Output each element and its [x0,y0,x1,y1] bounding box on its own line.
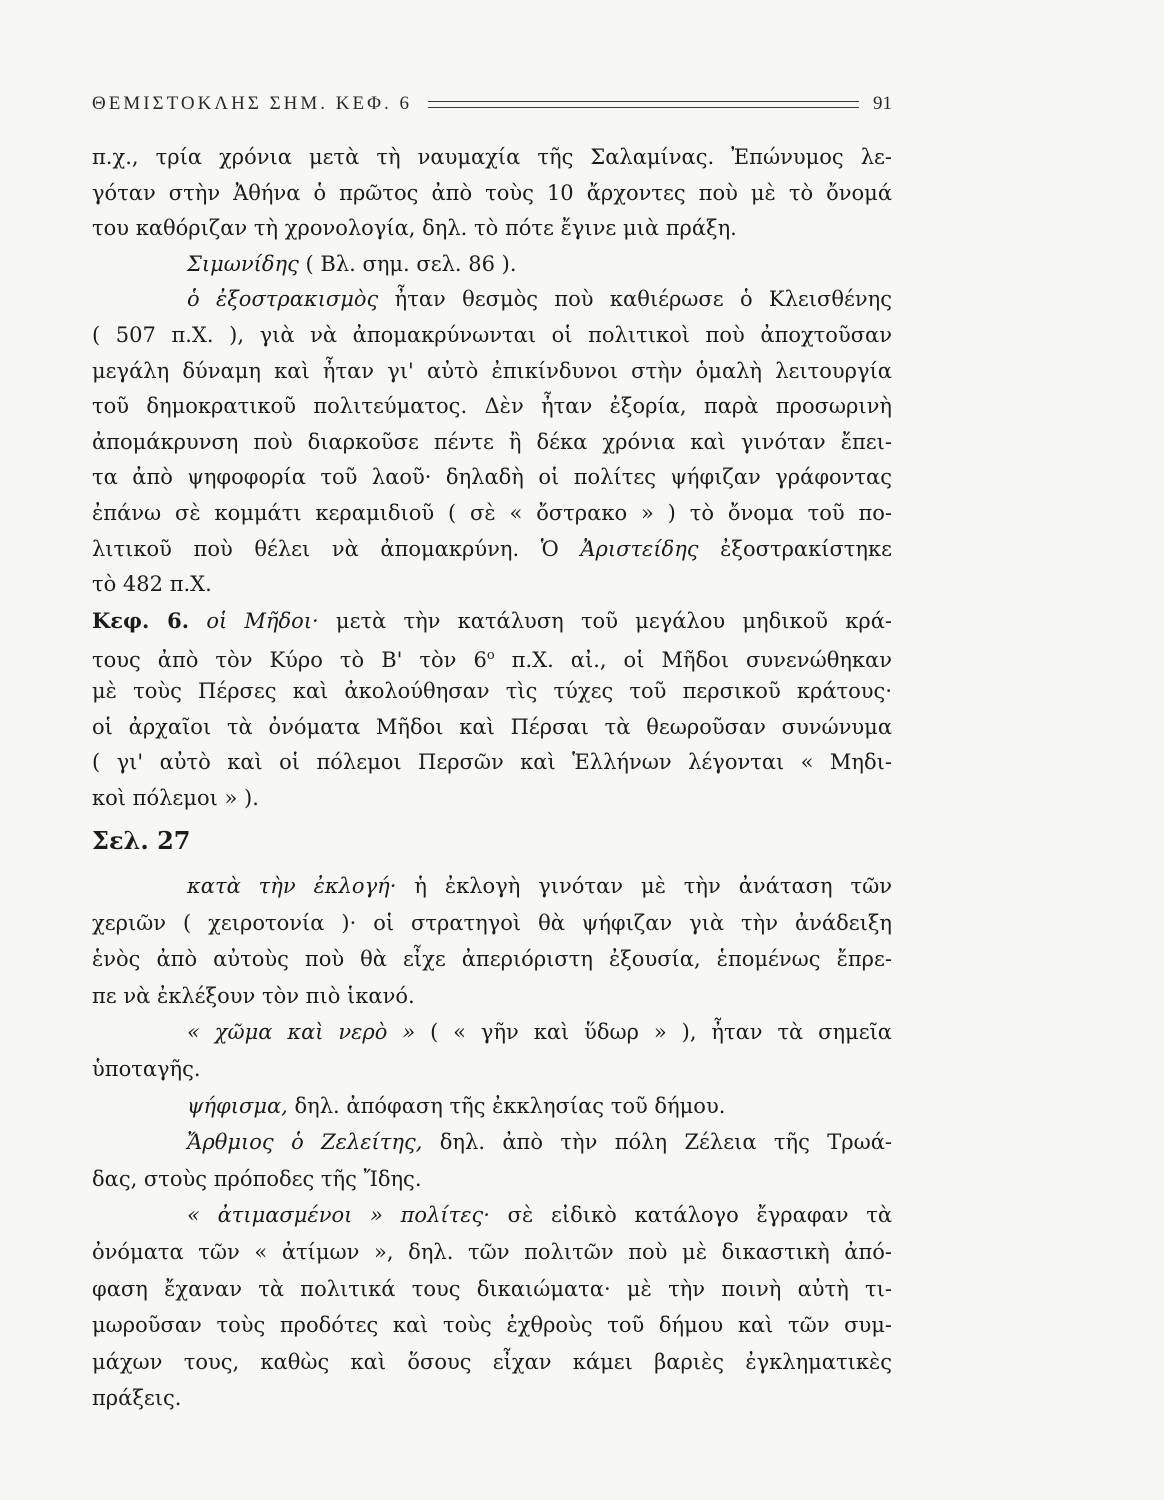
note-entry [92,247,892,283]
text-line: πε νὰ ἐκλέξουν τὸν πιὸ ἱκανό. [92,983,415,1008]
notes-section-2 [92,868,892,1417]
note-term: Σιμωνίδης [187,251,299,276]
running-head-title: ΘΕΜΙΣΤΟΚΛΗΣ ΣΗΜ. ΚΕΦ. 6 [92,93,413,114]
text-line: πράξεις. [92,1386,182,1411]
note-entry [92,1014,892,1051]
section-heading: Σελ. 27 [92,826,191,855]
text-line: ὀνόματα τῶν « ἀτίμων », δηλ. τῶν πολιτῶν ποὺ μὲ δικαστικὴ ἀπό- [92,1239,892,1264]
chapter-note-entry [92,603,892,639]
text-line: π.χ., τρία χρόνια μετὰ τὴ ναυμαχία τῆς Σαλαμίνας. Ἐπώνυμος λε- [92,145,892,169]
note-text: ἐξοστρακίστηκε [698,536,892,561]
chapter-label: Κεφ. 6. [92,607,190,633]
superscript: ο [486,648,495,664]
text-line: ἐπάνω σὲ κομμάτι κεραμιδιοῦ ( σὲ « ὄστρακο » ) τὸ ὄνομα τοῦ πο- [92,500,892,525]
note-entry [92,1088,892,1125]
text-line: μὲ τοὺς Πέρσες καὶ ἀκολούθησαν τὶς τύχες τοῦ περσικοῦ κράτους· [92,678,892,703]
note-text: δηλ. ἀπόφαση τῆς ἐκκλησίας τοῦ δήμου. [287,1093,726,1118]
note-term: « ἀτιμασμένοι » πολίτες· [187,1203,490,1228]
note-term: κατὰ τὴν ἐκλογή· [187,874,397,898]
note-entry [92,868,892,905]
text-line: ἑνὸς ἀπὸ αὐτοὺς ποὺ θὰ εἶχε ἀπεριόριστη ἐξουσία, ἑπομένως ἔπρε- [92,947,892,972]
text-line: κοὶ πόλεμοι » ). [92,785,259,810]
note-text: ἡ ἐκλογὴ γινόταν μὲ τὴν ἀνάταση τῶν [396,874,892,898]
note-term: Ἀριστείδης [580,536,699,561]
text-line: ( γι' αὐτὸ καὶ οἱ πόλεμοι Περσῶν καὶ Ἑλλήνων λέγονται « Μηδι- [92,750,892,775]
note-entry [92,282,892,318]
text-line: τα ἀπὸ ψηφοφορία τοῦ λαοῦ· δηλαδὴ οἱ πολίτες ψήφιζαν γράφοντας [92,465,892,490]
text-line: γόταν στὴν Ἀθήνα ὁ πρῶτος ἀπὸ τοὺς 10 ἄρχοντες ποὺ μὲ τὸ ὄνομά [92,180,892,205]
note-entry [92,1124,892,1161]
text-line: τοῦ δημοκρατικοῦ πολιτεύματος. Δὲν ἦταν ἐξορία, παρὰ προσωρινὴ [92,394,892,419]
text-line: οἱ ἀρχαῖοι τὰ ὀνόματα Μῆδοι καὶ Πέρσαι τὰ θεωροῦσαν συνώνυμα [92,714,892,739]
text-line [92,532,892,568]
text-line: μάχων τους, καθὼς καὶ ὅσους εἶχαν κάμει βαριὲς ἐγκληματικὲς [92,1349,892,1374]
note-entry [92,1197,892,1234]
note-term: οἱ Μῆδοι· [206,608,319,633]
note-text: τους ἀπὸ τὸν Κύρο τὸ Β' τὸν 6 [92,648,487,673]
text-line [92,638,892,674]
note-text: σὲ εἰδικὸ κατάλογο ἔγραφαν τὰ [489,1203,892,1228]
page-number: 91 [873,93,892,114]
notes-section-1 [92,140,892,816]
note-text: μετὰ τὴν κατάλυση τοῦ μεγάλου μηδικοῦ κρά- [318,608,892,633]
text-line: ἀπομάκρυνση ποὺ διαρκοῦσε πέντε ἢ δέκα χρόνια καὶ γινόταν ἔπει- [92,429,892,454]
note-term: « χῶμα καὶ νερὸ » [187,1020,416,1045]
note-term: ψήφισμα, [187,1093,288,1118]
running-head-rule [428,101,859,108]
note-text: π.Χ. αἰ., οἱ Μῆδοι συνενώθηκαν [494,648,892,673]
text-line: του καθόριζαν τὴ χρονολογία, δηλ. τὸ πότε ἔγινε μιὰ πράξη. [92,216,737,241]
note-term: Ἄρθμιος ὁ Ζελείτης, [187,1130,423,1155]
running-head [92,89,892,119]
text-line: μεγάλη δύναμη καὶ ἦταν γι' αὐτὸ ἐπικίνδυνοι στὴν ὁμαλὴ λειτουργία [92,358,892,383]
text-line: μωροῦσαν τοὺς προδότες καὶ τοὺς ἐχθροὺς τοῦ δήμου καὶ τῶν συμ- [92,1313,892,1338]
text-line: δας, στοὺς πρόποδες τῆς Ἴδης. [92,1166,422,1191]
note-text: δηλ. ἀπὸ τὴν πόλη Ζέλεια τῆς Τρωά- [422,1130,892,1155]
text-line: φαση ἔχαναν τὰ πολιτικά τους δικαιώματα· μὲ τὴν ποινὴ αὐτὴ τι- [92,1276,892,1301]
text-line: χεριῶν ( χειροτονία )· οἱ στρατηγοὶ θὰ ψήφιζαν γιὰ τὴν ἀνάδειξη [92,910,892,935]
note-text: ( « γῆν καὶ ὕδωρ » ), ἦταν τὰ σημεῖα [415,1020,892,1045]
text-line: ( 507 π.Χ. ), γιὰ νὰ ἀπομακρύνωνται οἱ πολιτικοὶ ποὺ ἀποχτοῦσαν [92,322,892,347]
text-line: ὑποταγῆς. [92,1056,201,1081]
text-line: τὸ 482 π.Χ. [92,572,212,597]
note-text: λιτικοῦ ποὺ θέλει νὰ ἀπομακρύνη. Ὁ [92,536,581,561]
note-term: ὁ ἐξοστρακισμὸς [187,287,379,312]
note-text: ἦταν θεσμὸς ποὺ καθιέρωσε ὁ Κλεισθένης [378,287,892,312]
note-text: ( Βλ. σημ. σελ. 86 ). [298,251,517,276]
